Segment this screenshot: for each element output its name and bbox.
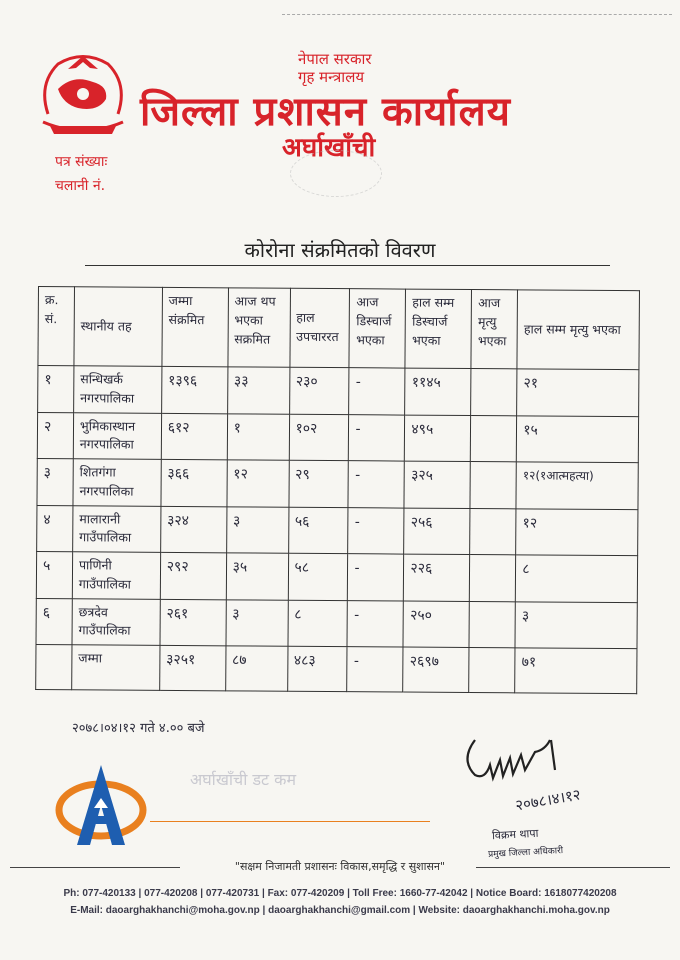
active-cell: ४८३ xyxy=(287,646,347,691)
logo-orange-rule xyxy=(150,821,430,822)
local-level-cell: सन्धिखर्क नगरपालिका xyxy=(74,366,162,413)
discharged-total-cell: २२६ xyxy=(404,554,470,601)
column-header: हाल उपचाररत xyxy=(289,288,350,367)
deaths-total-cell: १५ xyxy=(517,415,639,462)
discharged-total-cell: ४९५ xyxy=(405,415,471,462)
total-label-cell: जम्मा xyxy=(72,645,160,691)
deaths-today-cell xyxy=(470,555,516,602)
new-today-cell: १ xyxy=(227,413,289,460)
signatory-name: विक्रम थापा xyxy=(491,826,539,843)
discharged-today-cell: - xyxy=(347,600,403,647)
discharged-today-cell: - xyxy=(347,647,403,692)
active-cell: ५८ xyxy=(288,553,348,600)
office-name: जिल्ला प्रशासन कार्यालय xyxy=(140,89,511,135)
total-infected-cell: २९२ xyxy=(160,552,226,599)
column-header: आज मृत्यु भएका xyxy=(471,290,518,369)
deaths-today-cell xyxy=(471,369,517,416)
serial-cell: ५ xyxy=(36,551,72,598)
table-row xyxy=(37,412,638,463)
deaths-today-cell xyxy=(469,601,515,648)
discharged-total-cell: ११४५ xyxy=(405,368,471,415)
column-header: आज डिस्चार्ज भएका xyxy=(349,289,405,368)
column-header: जम्मा संक्रमित xyxy=(162,287,228,366)
column-header: स्थानीय तह xyxy=(74,287,162,367)
government-name: नेपाल सरकार xyxy=(298,50,372,68)
discharged-total-cell: २५० xyxy=(403,601,469,648)
table-total-row xyxy=(36,644,637,693)
deaths-today-cell xyxy=(470,462,516,509)
discharged-total-cell: ३२५ xyxy=(404,461,470,508)
column-header: क्र. सं. xyxy=(38,287,74,366)
serial-cell xyxy=(36,644,72,689)
total-infected-cell: ३६६ xyxy=(161,459,227,506)
discharged-today-cell: - xyxy=(349,414,405,461)
total-infected-cell: ६१२ xyxy=(161,413,227,460)
column-header: हाल सम्म डिस्चार्ज भएका xyxy=(405,289,471,368)
table-header-row xyxy=(38,287,640,370)
reference-number-label: पत्र संख्याः xyxy=(55,154,108,170)
table-row xyxy=(36,551,637,602)
new-today-cell: ३५ xyxy=(226,553,288,600)
serial-cell: ६ xyxy=(36,598,72,645)
total-infected-cell: ३२५१ xyxy=(159,645,225,690)
deaths-total-cell: ३ xyxy=(515,601,637,648)
total-infected-cell: २६१ xyxy=(160,599,226,646)
active-cell: २९ xyxy=(288,460,348,507)
deaths-total-cell: ७१ xyxy=(515,648,637,694)
deaths-total-cell: १२(१आत्महत्या) xyxy=(516,462,638,509)
local-level-cell: छत्रदेव गाउँपालिका xyxy=(72,598,160,645)
motto-text: "सक्षम निजामती प्रशासनः विकास,समृद्धि र सुशासन" xyxy=(234,860,446,873)
covid-statistics-table xyxy=(35,286,640,694)
new-today-cell: ३ xyxy=(226,599,288,646)
arghakhanchi-logo-icon xyxy=(52,760,150,850)
deaths-total-cell: १२ xyxy=(516,508,638,555)
total-infected-cell: ३२४ xyxy=(160,506,226,553)
discharged-today-cell: - xyxy=(348,461,404,508)
signature-date: २०७८।४।१२ xyxy=(513,785,583,815)
title-underline xyxy=(85,265,610,266)
active-cell: ५६ xyxy=(288,507,348,554)
local-level-cell: पाणिनी गाउँपालिका xyxy=(72,552,160,599)
deaths-today-cell xyxy=(469,648,515,693)
table-row xyxy=(36,598,637,649)
discharged-today-cell: - xyxy=(349,368,405,415)
local-level-cell: मालारानी गाउँपालिका xyxy=(73,505,161,552)
report-title: कोरोना संक्रमितको विवरण xyxy=(244,238,436,262)
active-cell: २३० xyxy=(289,367,349,414)
active-cell: ८ xyxy=(288,600,348,647)
serial-cell: १ xyxy=(38,366,74,413)
local-level-cell: भुमिकास्थान नगरपालिका xyxy=(73,412,161,459)
new-today-cell: ३३ xyxy=(227,367,289,414)
table-row xyxy=(38,366,639,417)
discharged-total-cell: २६९७ xyxy=(403,647,469,692)
faded-stamp xyxy=(290,150,382,197)
new-today-cell: १२ xyxy=(227,460,289,507)
watermark-text: अर्घाखाँची डट कम xyxy=(190,770,297,789)
table-row xyxy=(37,458,638,509)
column-header: हाल सम्म मृत्यु भएका xyxy=(517,290,639,370)
top-dashed-rule xyxy=(282,14,672,15)
serial-cell: ४ xyxy=(37,505,73,552)
signature-icon xyxy=(455,730,605,790)
deaths-today-cell xyxy=(470,508,516,555)
report-datetime: २०७८।०४।१२ गते ४.०० बजे xyxy=(72,721,205,736)
deaths-today-cell xyxy=(471,415,517,462)
deaths-total-cell: ८ xyxy=(516,555,638,602)
discharged-total-cell: २५६ xyxy=(404,508,470,555)
discharged-today-cell: - xyxy=(348,554,404,601)
total-infected-cell: १३९६ xyxy=(161,366,227,413)
active-cell: १०२ xyxy=(289,414,349,461)
new-today-cell: ८७ xyxy=(225,646,287,691)
contact-phones: Ph: 077-420133 | 077-420208 | 077-420731 | Fax: 077-420209 | Toll Free: 1660-77-42042 | Notice Board: 1618077420208 xyxy=(63,888,617,899)
column-header: आज थप भएका सक्रमित xyxy=(228,288,290,367)
contact-email-website: E-Mail: daoarghakhanchi@moha.gov.np | daoarghakhanchi@gmail.com | Website: daoarghakhanchi.moha.gov.np xyxy=(70,905,610,916)
ministry-name: गृह मन्त्रालय xyxy=(298,68,365,86)
new-today-cell: ३ xyxy=(226,506,288,553)
signatory-title: प्रमुख जिल्ला अधिकारी xyxy=(487,846,564,860)
table-row xyxy=(37,505,638,556)
dispatch-number-label: चलानी नं. xyxy=(55,178,106,194)
local-level-cell: शितगंगा नगरपालिका xyxy=(73,459,161,506)
nepal-emblem-icon xyxy=(28,44,138,144)
serial-cell: २ xyxy=(37,412,73,459)
deaths-total-cell: २१ xyxy=(517,369,639,416)
discharged-today-cell: - xyxy=(348,507,404,554)
district-name: अर्घाखाँची xyxy=(282,133,376,163)
serial-cell: ३ xyxy=(37,458,73,505)
